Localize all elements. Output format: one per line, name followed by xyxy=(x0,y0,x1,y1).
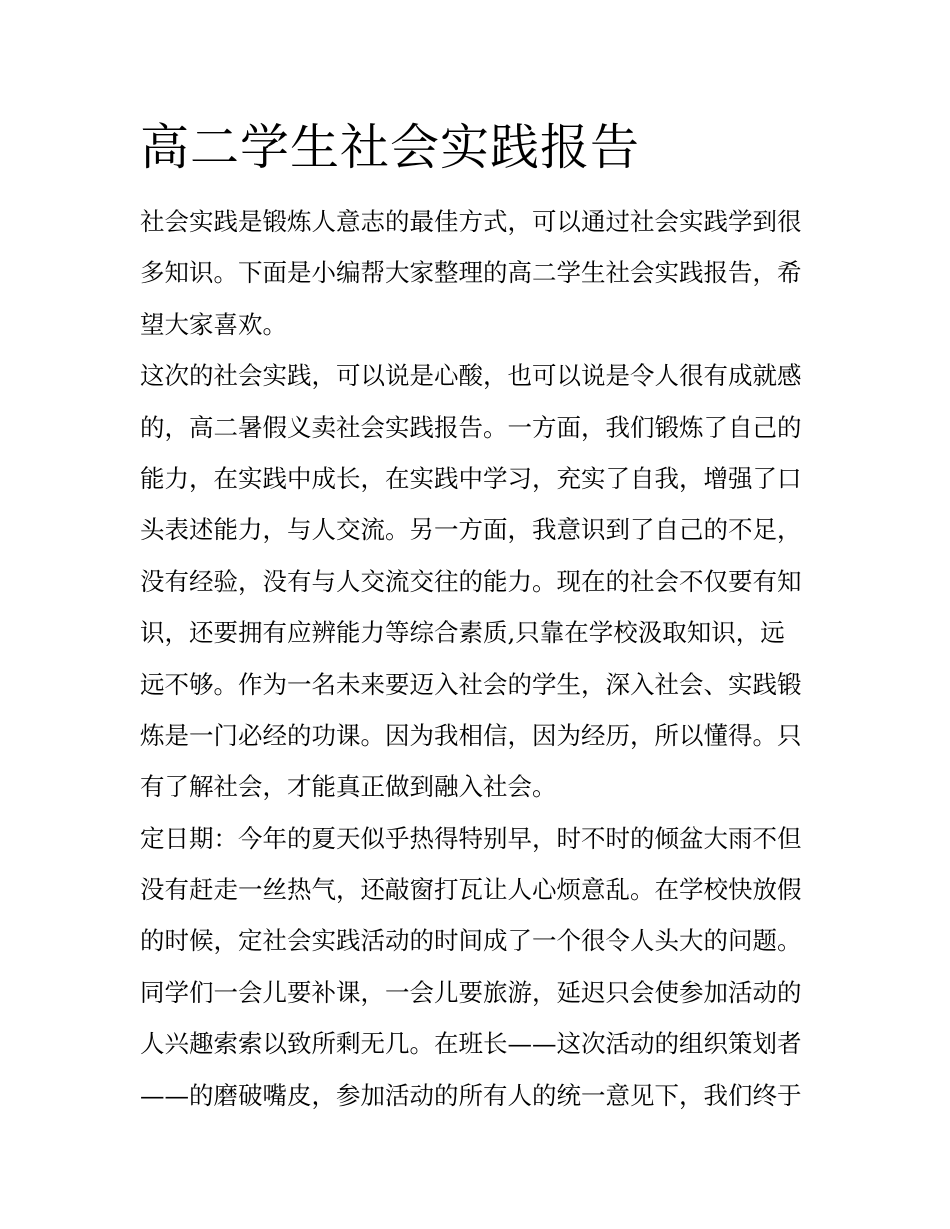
text-line: 同学们一会儿要补课，一会儿要旅游，延迟只会使参加活动的 xyxy=(140,977,802,1007)
text-line: 炼是一门必经的功课。因为我相信，因为经历，所以懂得。只 xyxy=(140,720,802,750)
text-line: 没有经验，没有与人交流交往的能力。现在的社会不仅要有知 xyxy=(140,566,802,596)
text-line: 头表述能力，与人交流。另一方面，我意识到了自己的不足， xyxy=(140,515,802,545)
text-line: 望大家喜欢。 xyxy=(140,309,287,339)
document-title: 高二学生社会实践报告 xyxy=(140,119,641,176)
text-line: 社会实践是锻炼人意志的最佳方式，可以通过社会实践学到很 xyxy=(140,207,802,236)
text-line: 能力，在实践中成长，在实践中学习，充实了自我，增强了口 xyxy=(140,463,802,493)
text-line: 多知识。下面是小编帮大家整理的高二学生社会实践报告，希 xyxy=(140,258,802,288)
document-body xyxy=(140,196,815,1121)
text-line: 远不够。作为一名未来要迈入社会的学生，深入社会、实践锻 xyxy=(140,669,802,699)
text-line: 定日期：今年的夏天似乎热得特别早，时不时的倾盆大雨不但 xyxy=(140,823,802,853)
text-line: 这次的社会实践，可以说是心酸，也可以说是令人很有成就感 xyxy=(140,361,802,391)
text-line: 的时候，定社会实践活动的时间成了一个很令人头大的问题。 xyxy=(140,926,802,956)
text-line: 人兴趣索索以致所剩无几。在班长——这次活动的组织策划者 xyxy=(140,1029,802,1059)
text-line: 有了解社会，才能真正做到融入社会。 xyxy=(140,772,557,802)
text-line: 的，高二暑假义卖社会实践报告。一方面，我们锻炼了自己的 xyxy=(140,412,802,442)
text-line: 没有赶走一丝热气，还敲窗打瓦让人心烦意乱。在学校快放假 xyxy=(140,875,802,905)
text-line: ——的磨破嘴皮，参加活动的所有人的统一意见下，我们终于 xyxy=(140,1080,802,1110)
text-line: 识，还要拥有应辨能力等综合素质,只靠在学校汲取知识，远 xyxy=(140,618,785,648)
